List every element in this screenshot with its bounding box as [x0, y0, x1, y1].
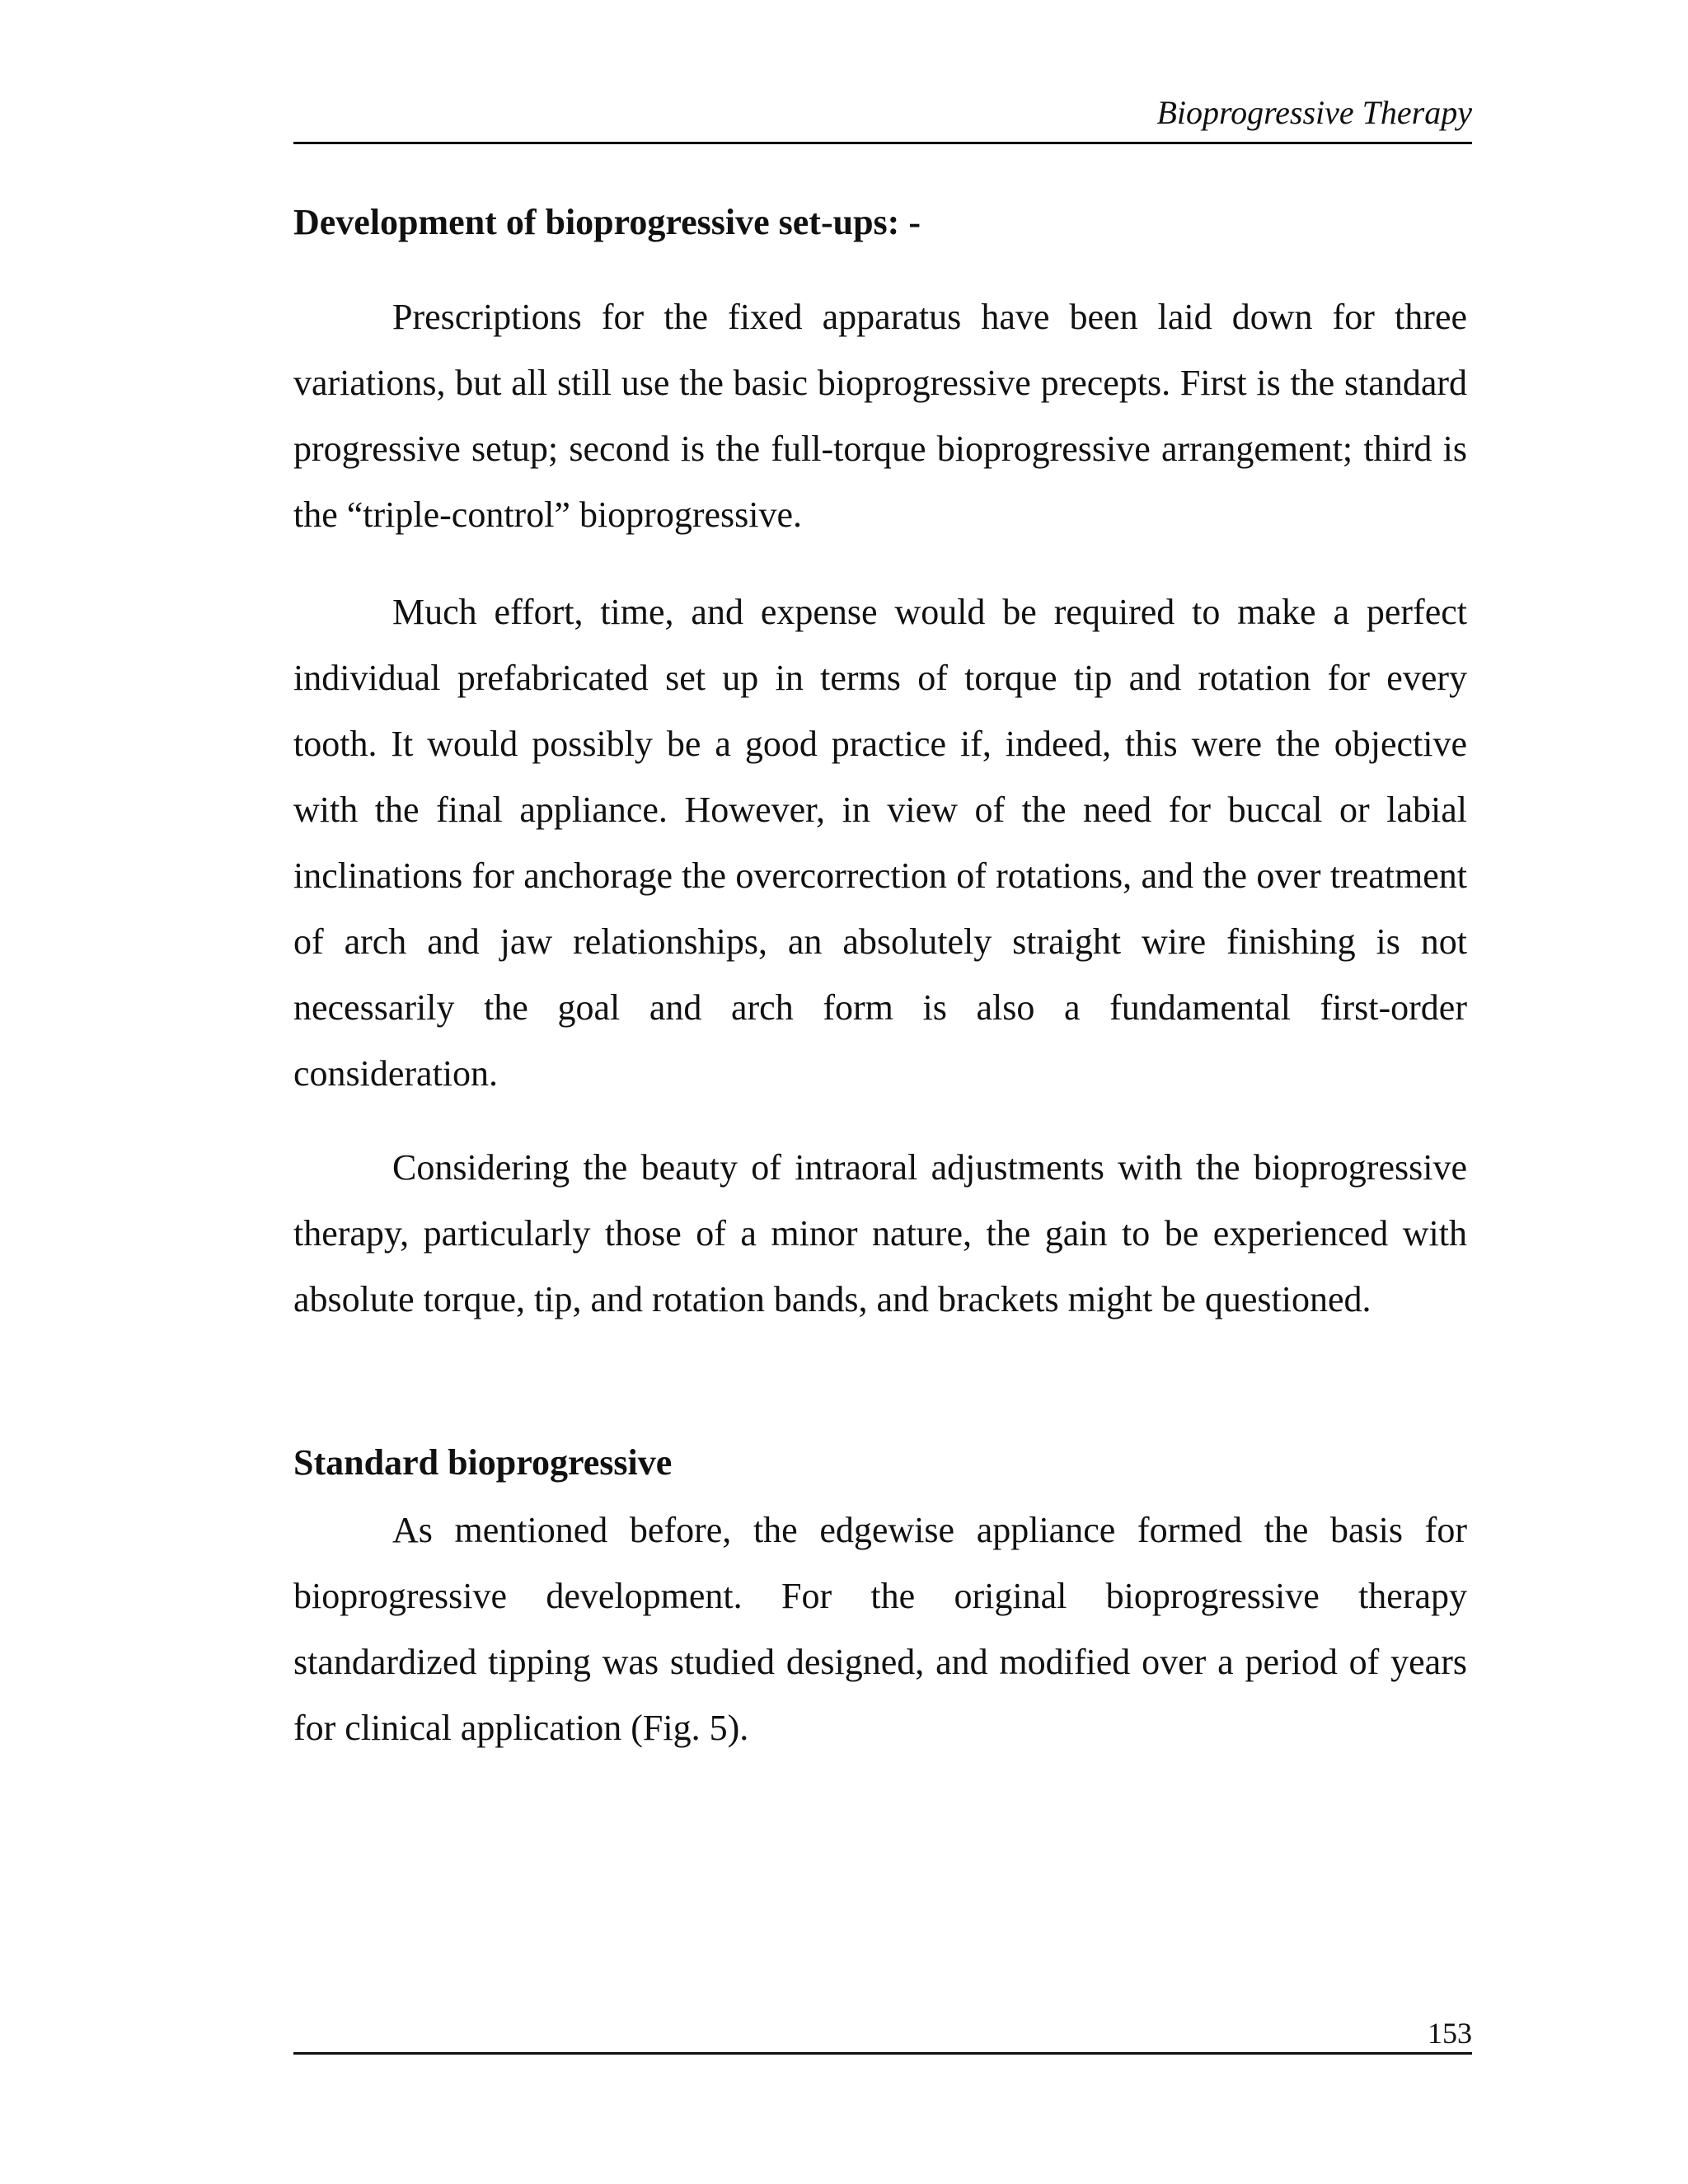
paragraph-as-mentioned: As mentioned before, the edgewise appliance formed the basis for bioprogressive development. For the original bioprogressive therapy standardized tipping was studied designed, and modified over a period of years for clinical application (Fig. 5). — [293, 1510, 1467, 1748]
section-heading-standard: Standard bioprogressive — [293, 1442, 673, 1483]
running-header: Bioprogressive Therapy — [1156, 94, 1472, 131]
paragraph-prescriptions: Prescriptions for the fixed apparatus have been laid down for three variations, but all still use the basic bioprogressive precepts. First is the standard progressive setup; second is the full-torque bioprogressive arrangement; third is the “triple-control” bioprogressive. — [293, 297, 1467, 535]
header-rule — [293, 142, 1472, 144]
section-heading-development: Development of bioprogressive set-ups: - — [293, 202, 921, 242]
paragraph-considering: Considering the beauty of intraoral adjustments with the bioprogressive therapy, particularly those of a minor nature, the gain to be experienced with absolute torque, tip, and rotation bands, and brackets might be questioned. — [293, 1147, 1467, 1319]
paragraph-much-effort: Much effort, time, and expense would be required to make a perfect individual prefabricated set up in terms of torque tip and rotation for every tooth. It would possibly be a good practice if, indeed, this were the objective with the final appliance. However, in view of the need for buccal or labial inclinations for anchorage the overcorrection of rotations, and the over treatment of arch and jaw relationships, an absolutely straight wire finishing is not necessarily the goal and arch form is also a fundamental first-order consideration. — [293, 592, 1467, 1094]
footer-rule — [293, 2052, 1472, 2055]
page-number: 153 — [1428, 2017, 1472, 2050]
